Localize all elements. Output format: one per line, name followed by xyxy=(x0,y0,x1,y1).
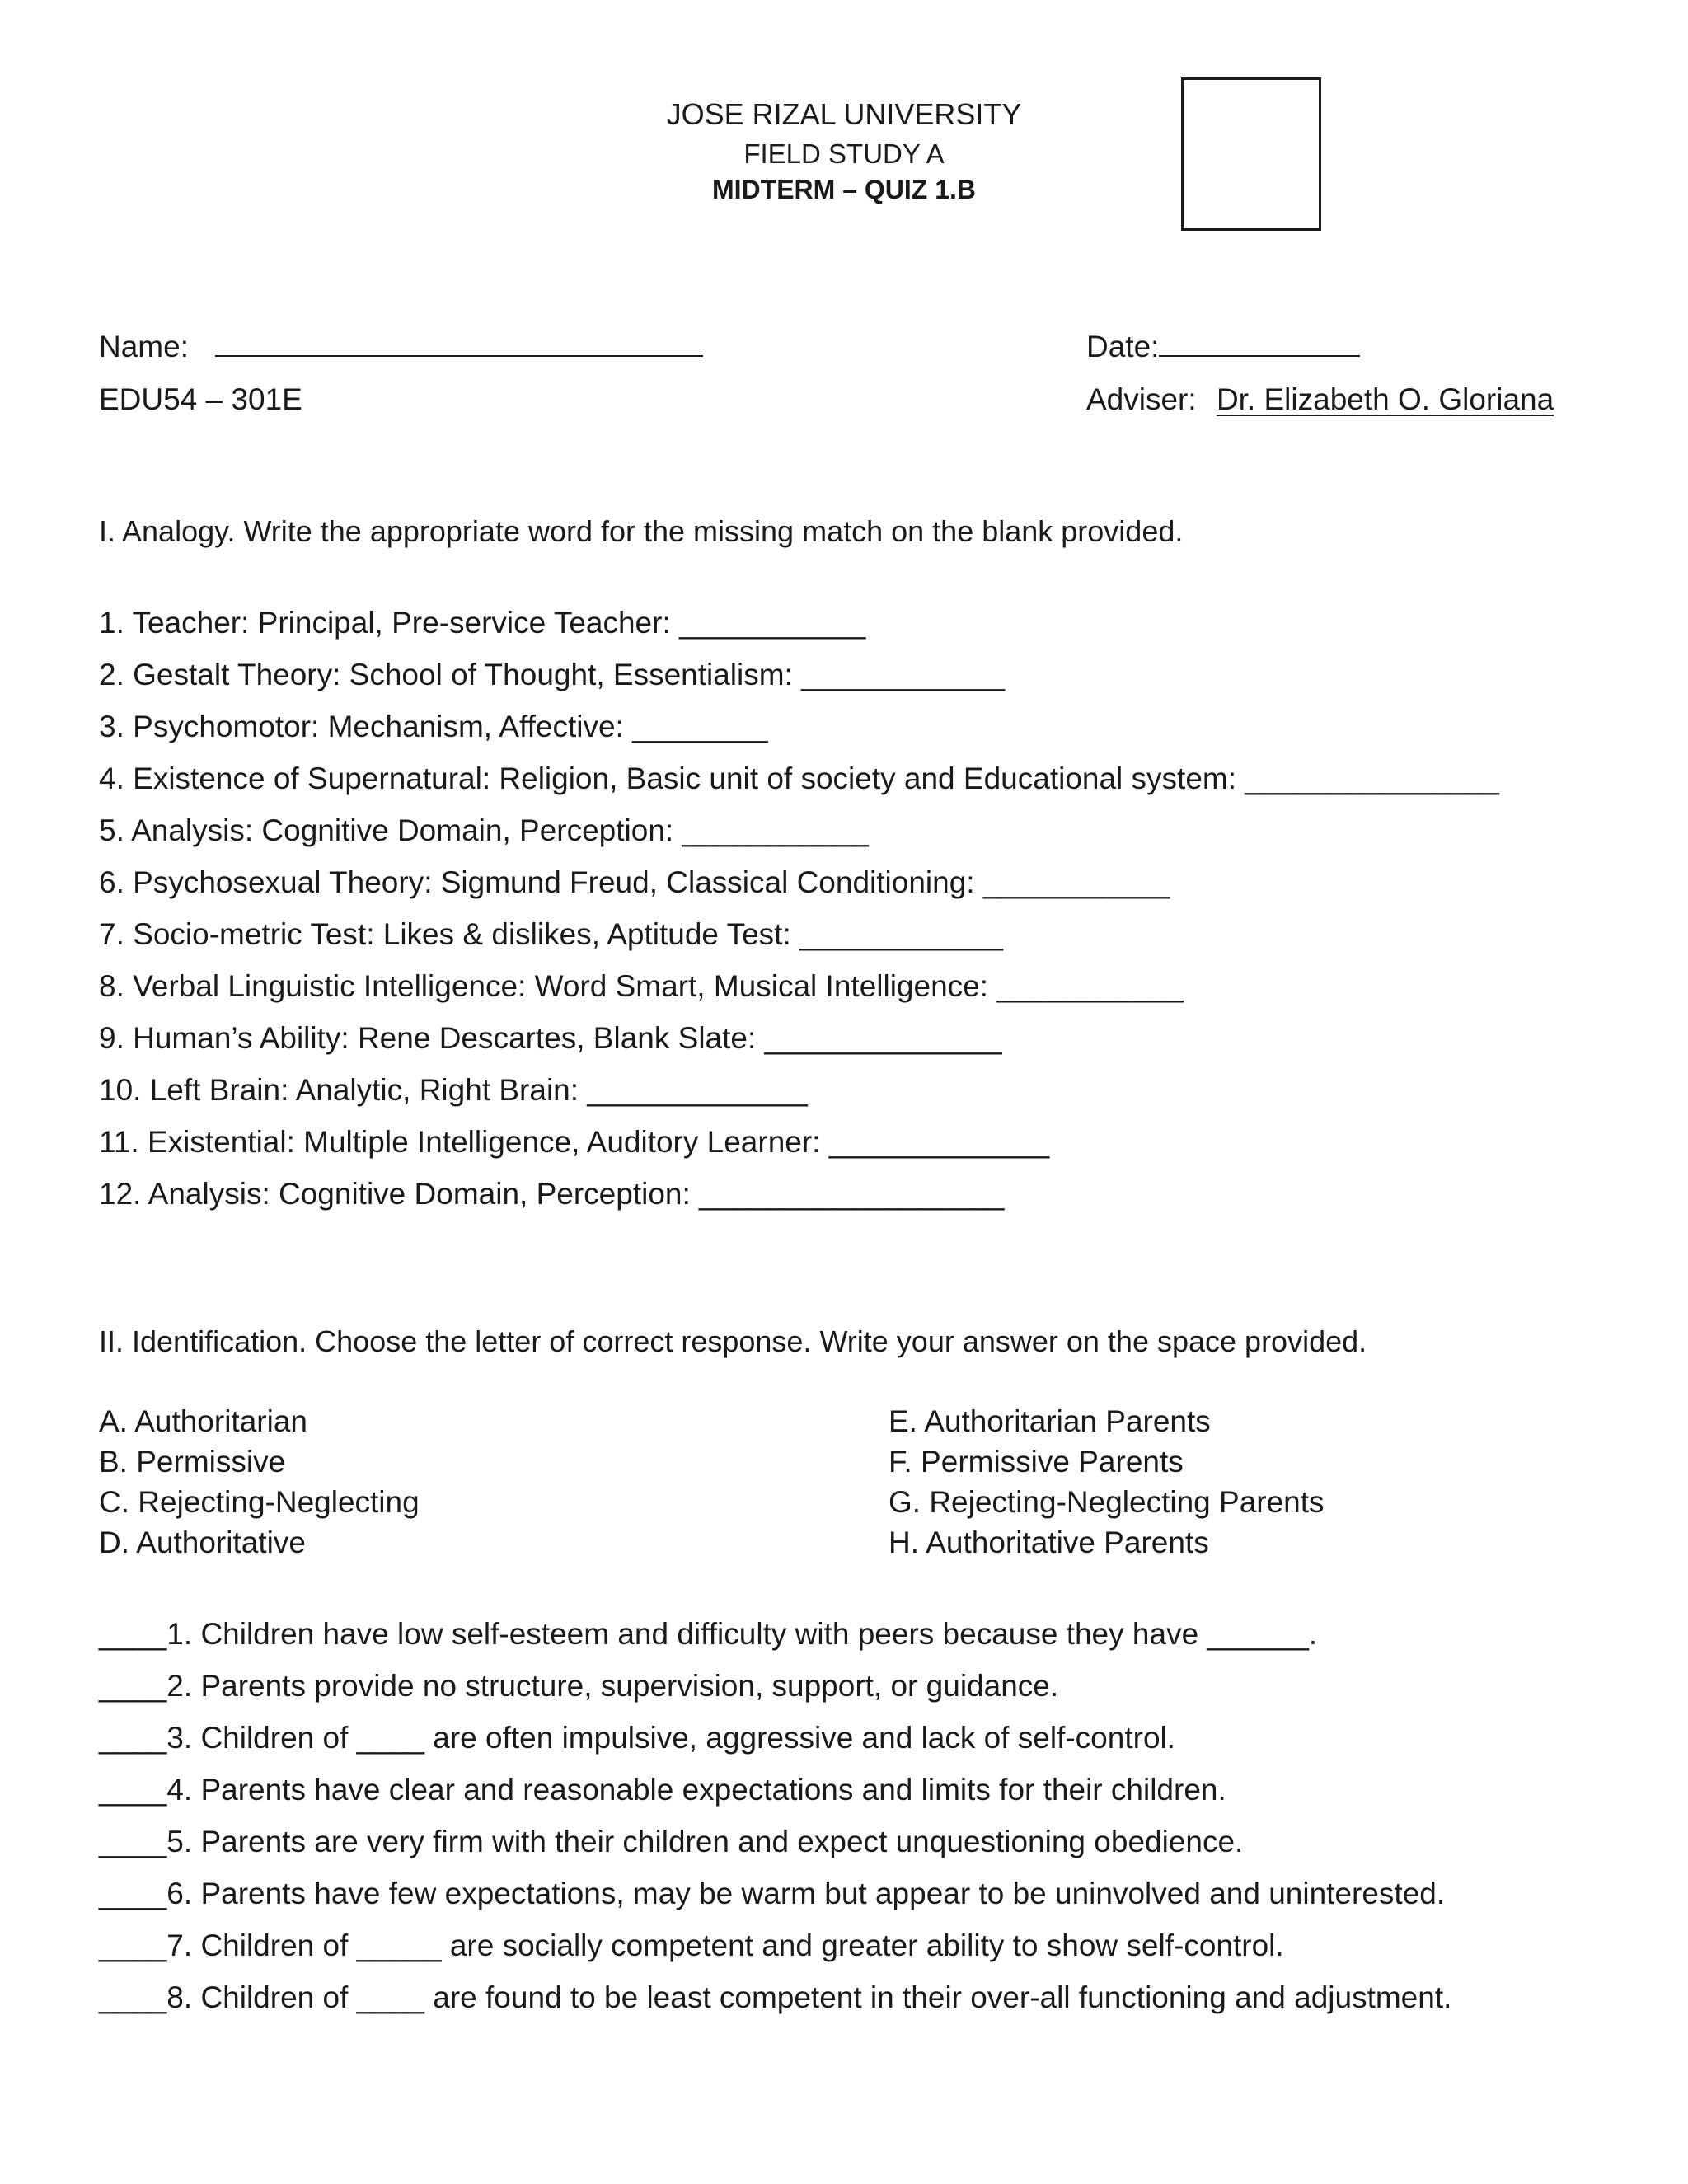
identification-item: ____8. Children of ____ are found to be least competent in their over-all functioning and adjustment. xyxy=(99,1980,1452,2014)
identification-item: ____7. Children of _____ are socially competent and greater ability to show self-control. xyxy=(99,1929,1284,1962)
name-label: Name: xyxy=(99,330,189,363)
name-blank[interactable] xyxy=(215,330,703,357)
choice-a: A. Authoritarian xyxy=(99,1404,307,1438)
analogy-item: 4. Existence of Supernatural: Religion, Basic unit of society and Educational system: _______________ xyxy=(99,762,1499,795)
course-title: FIELD STUDY A xyxy=(743,138,945,169)
date-blank[interactable] xyxy=(1159,330,1360,357)
analogy-item: 1. Teacher: Principal, Pre-service Teacher: ___________ xyxy=(99,606,866,640)
analogy-item: 2. Gestalt Theory: School of Thought, Essentialism: ____________ xyxy=(99,658,1006,691)
identification-item: ____2. Parents provide no structure, supervision, support, or guidance. xyxy=(99,1669,1059,1703)
date-field xyxy=(1086,330,1360,364)
analogy-item: 8. Verbal Linguistic Intelligence: Word Smart, Musical Intelligence: ___________ xyxy=(99,969,1184,1003)
name-field xyxy=(99,330,703,364)
identification-item: ____1. Children have low self-esteem and difficulty with peers because they have ______. xyxy=(99,1617,1318,1651)
analogy-item: 9. Human’s Ability: Rene Descartes, Blank Slate: ______________ xyxy=(99,1021,1002,1055)
exam-title: MIDTERM – QUIZ 1.B xyxy=(711,175,976,204)
analogy-item: 7. Socio-metric Test: Likes & dislikes, Aptitude Test: ____________ xyxy=(99,917,1003,951)
choice-h: H. Authoritative Parents xyxy=(889,1526,1209,1559)
choice-f: F. Permissive Parents xyxy=(889,1445,1184,1479)
identification-item: ____3. Children of ____ are often impulsive, aggressive and lack of self-control. xyxy=(99,1721,1176,1755)
adviser-label: Adviser: xyxy=(1086,382,1197,416)
university-name: JOSE RIZAL UNIVERSITY xyxy=(666,97,1022,131)
part1-instruction: I. Analogy. Write the appropriate word for the missing match on the blank provided. xyxy=(99,514,1184,548)
choice-b: B. Permissive xyxy=(99,1445,286,1479)
analogy-item: 3. Psychomotor: Mechanism, Affective: ________ xyxy=(99,710,768,743)
part2-instruction: II. Identification. Choose the letter of correct response. Write your answer on the space provided. xyxy=(99,1324,1367,1358)
choice-e: E. Authoritarian Parents xyxy=(889,1404,1211,1438)
identification-item: ____5. Parents are very firm with their children and expect unquestioning obedience. xyxy=(99,1825,1244,1858)
photo-box xyxy=(1181,77,1321,231)
analogy-item: 10. Left Brain: Analytic, Right Brain: _____________ xyxy=(99,1073,808,1107)
analogy-item: 5. Analysis: Cognitive Domain, Perception: ___________ xyxy=(99,813,869,847)
identification-item: ____6. Parents have few expectations, may be warm but appear to be uninvolved and uninterested. xyxy=(99,1877,1446,1910)
adviser-name: Dr. Elizabeth O. Gloriana xyxy=(1216,382,1554,416)
choice-d: D. Authoritative xyxy=(99,1526,306,1559)
analogy-item: 12. Analysis: Cognitive Domain, Perception: __________________ xyxy=(99,1177,1005,1211)
identification-item: ____4. Parents have clear and reasonable expectations and limits for their children. xyxy=(99,1773,1226,1807)
analogy-item: 6. Psychosexual Theory: Sigmund Freud, Classical Conditioning: ___________ xyxy=(99,865,1170,899)
choice-g: G. Rejecting-Neglecting Parents xyxy=(889,1485,1325,1519)
date-label: Date: xyxy=(1086,330,1160,363)
section-code: EDU54 – 301E xyxy=(99,382,302,416)
adviser-field xyxy=(1086,382,1554,417)
analogy-item: 11. Existential: Multiple Intelligence, Auditory Learner: _____________ xyxy=(99,1125,1050,1159)
choice-c: C. Rejecting-Neglecting xyxy=(99,1485,420,1519)
